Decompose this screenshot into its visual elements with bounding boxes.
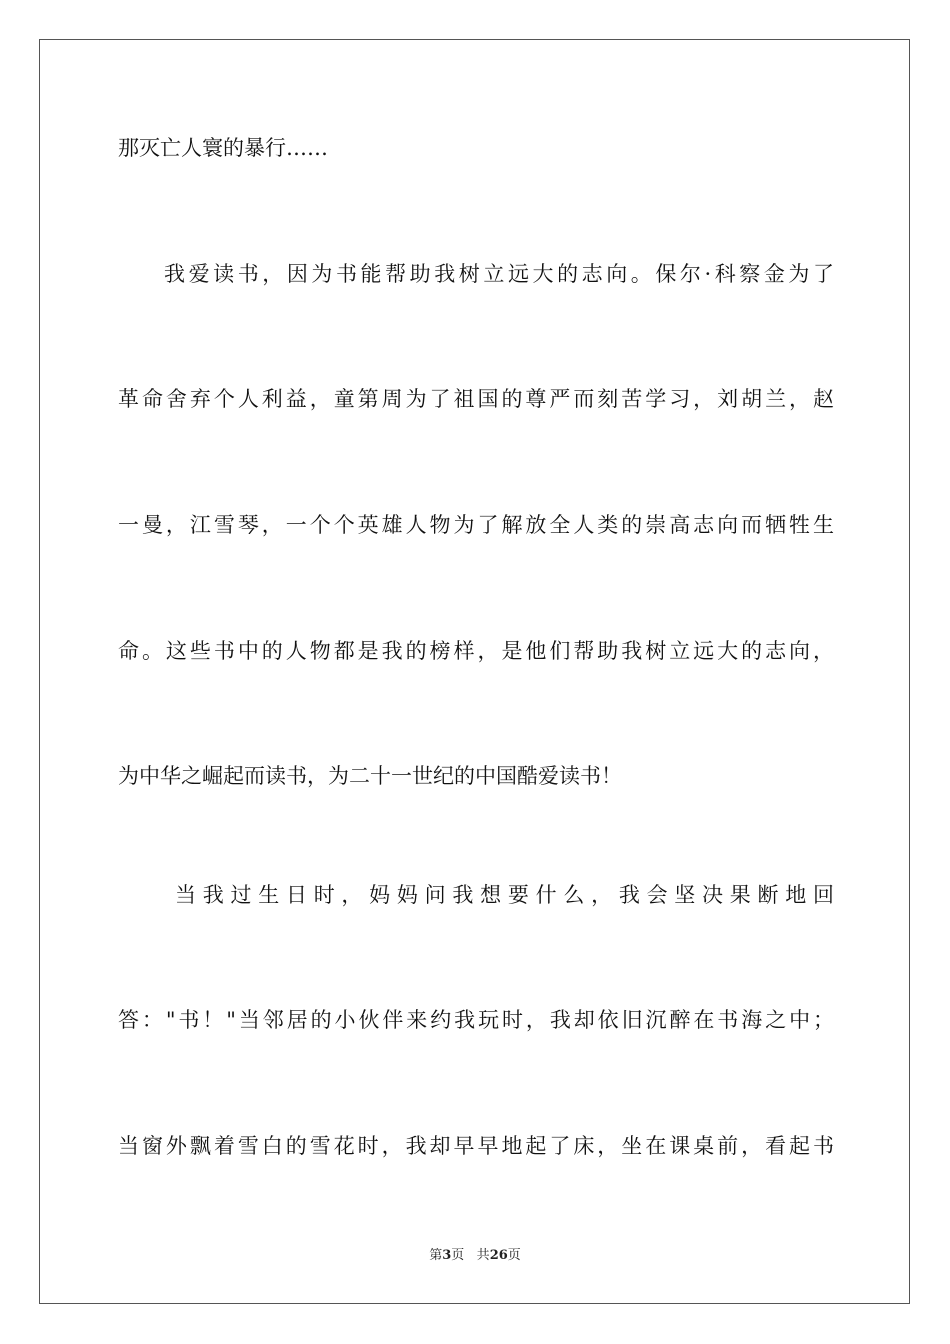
body-text-line: 答："书！"当邻居的小伙伴来约我玩时，我却依旧沉醉在书海之中； xyxy=(118,1008,834,1032)
footer-total-suffix: 页 xyxy=(507,1248,521,1263)
body-text-line: 我爱读书，因为书能帮助我树立远大的志向。保尔·科察金为了 xyxy=(164,262,834,286)
footer-page-suffix: 页 xyxy=(451,1248,465,1263)
body-text-line: 当窗外飘着雪白的雪花时，我却早早地起了床，坐在课桌前，看起书 xyxy=(118,1134,834,1158)
page-footer xyxy=(0,1247,950,1265)
footer-total-prefix: 共 xyxy=(476,1248,490,1263)
footer-page-number: 3 xyxy=(442,1248,452,1263)
body-text-line: 为中华之崛起而读书，为二十一世纪的中国酷爱读书！ xyxy=(118,764,622,788)
body-text-line: 当我过生日时，妈妈问我想要什么，我会坚决果断地回 xyxy=(175,883,834,907)
page-border xyxy=(39,39,910,1304)
body-text-line: 那灭亡人寰的暴行…… xyxy=(118,136,328,160)
footer-page-prefix: 第 xyxy=(429,1248,443,1263)
body-text-line: 命。这些书中的人物都是我的榜样，是他们帮助我树立远大的志向， xyxy=(118,639,834,663)
body-text-line: 一曼，江雪琴，一个个英雄人物为了解放全人类的崇高志向而牺牲生 xyxy=(118,513,834,537)
footer-total-pages: 26 xyxy=(489,1248,508,1263)
body-text-line: 革命舍弃个人利益，童第周为了祖国的尊严而刻苦学习，刘胡兰，赵 xyxy=(118,387,834,411)
